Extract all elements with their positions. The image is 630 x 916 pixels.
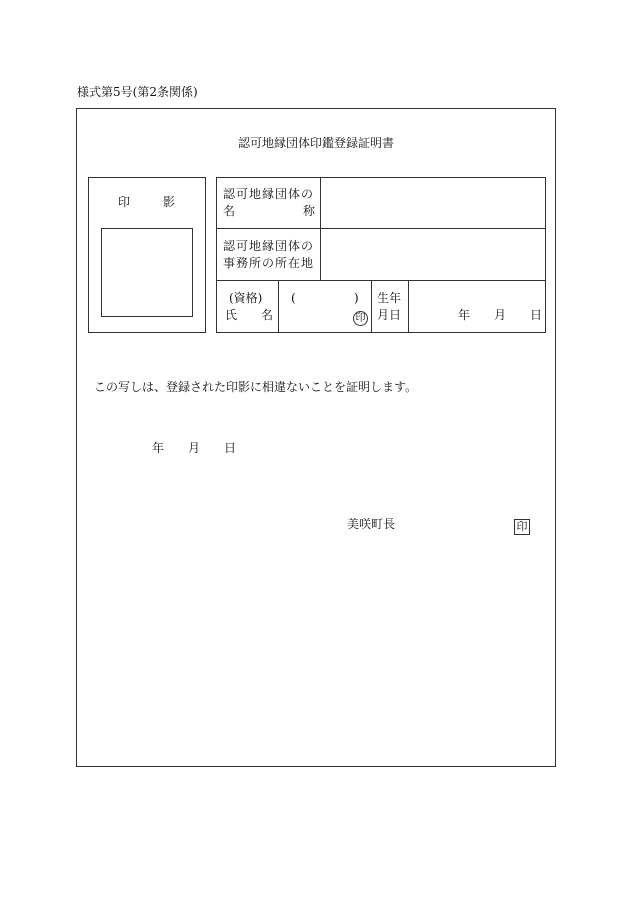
org-name-label-left: 名 [223,204,236,218]
issue-year-label: 年 [152,441,165,455]
registration-info-table [216,177,546,333]
label-column-divider [320,178,321,280]
name-value-divider [371,280,372,332]
certification-statement: この写しは、登録された印影に相違ないことを証明します。 [94,380,418,394]
form-number-label: 様式第5号(第2条関係) [77,85,198,99]
row-divider-1 [217,228,545,229]
org-address-label-line2: 事務所の所在地 [223,256,315,270]
issue-day-label: 日 [224,441,237,455]
org-name-label-line1: 認可地縁団体の [223,187,315,201]
row-divider-2 [217,280,545,281]
birth-month-label: 月 [494,308,507,322]
mayor-title: 美咲町長 [347,517,396,531]
name-label-divider [278,280,279,332]
seal-impression-label-right: 影 [163,195,176,209]
circled-seal-icon: 印 [353,311,368,326]
org-name-label-right: 称 [303,204,316,218]
birth-label-divider [408,280,409,332]
rep-name-label-left: 氏 [225,308,238,322]
birth-date-label-line1: 生年 [377,291,402,305]
rep-name-label-right: 名 [261,308,274,322]
birth-year-label: 年 [458,308,471,322]
qualification-paren-close: ) [354,291,359,305]
qualification-paren-open: ( [291,291,296,305]
representative-seal-mark [353,306,368,326]
qualification-label: (資格) [229,291,263,305]
seal-impression-area [101,228,193,317]
birth-date-label-line2: 月日 [377,308,402,322]
seal-impression-label-left: 印 [118,195,131,209]
issue-month-label: 月 [188,441,201,455]
square-seal-icon: 印 [514,519,530,535]
birth-day-label: 日 [530,308,543,322]
mayor-seal-mark [514,515,530,535]
org-address-label-line1: 認可地縁団体の [223,239,315,253]
document-title: 認可地縁団体印鑑登録証明書 [237,136,394,150]
